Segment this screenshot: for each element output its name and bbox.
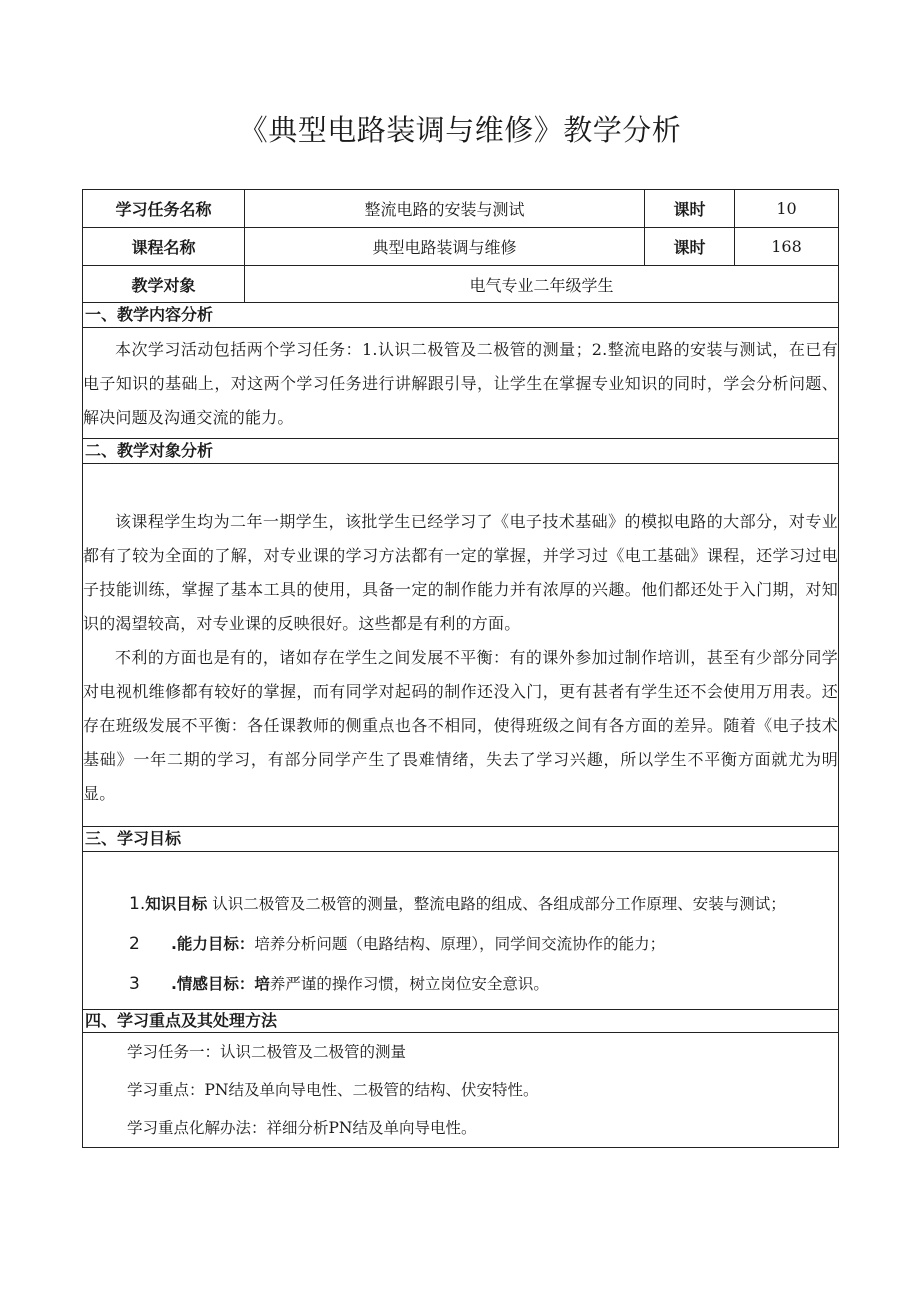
section-1-body-row [83, 328, 839, 439]
section-1-paragraph: 本次学习活动包括两个学习任务：1.认识二极管及二极管的测量；2.整流电路的安装与测试，在已有电子知识的基础上，对这两个学习任务进行讲解跟引导，让学生在掌握专业知识的同时，学会分析问题、解决问题及沟通交流的能力。 [83, 340, 838, 427]
section-2-paragraph-1: 该课程学生均为二年一期学生，该批学生已经学习了《电子技术基础》的模拟电路的大部分，对专业都有了较为全面的了解，对专业课的学习方法都有一定的掌握，并学习过《电工基础》课程，还学习过电子技能训练，掌握了基本工具的使用，具备一定的制作能力并有浓厚的兴趣。他们都还处于入门期，对知识的渴望较高，对专业课的反映很好。这些都是有利的方面。 [83, 512, 838, 633]
section-4-line-3: 学习重点化解办法：祥细分析PN结及单向导电性。 [127, 1119, 477, 1137]
section-1-heading-row [83, 303, 839, 328]
task-label: 学习任务名称 [83, 190, 245, 228]
section-2-paragraph-2: 不利的方面也是有的，诸如存在学生之间发展不平衡：有的课外参加过制作培训，甚至有少部分同学对电视机维修都有较好的掌握，而有同学对起码的制作还没入门，更有甚者有学生还不会使用万用表。还存在班级发展不平衡：各任课教师的侧重点也各不相同，使得班级之间有各方面的差异。随着《电子技术基础》一年二期的学习，有部分同学产生了畏难情绪，失去了学习兴趣，所以学生不平衡方面就尤为明显。 [83, 648, 838, 803]
goal-2-text: 培养分析问题（电路结构、原理），同学间交流协作的能力； [254, 935, 666, 953]
hours-label-1: 课时 [645, 190, 735, 228]
goal-1-key: 知识目标 [145, 895, 208, 913]
goal-knowledge [83, 884, 838, 924]
section-4-heading: 四、学习重点及其处理方法 [83, 1010, 839, 1033]
section-1-heading: 一、教学内容分析 [83, 303, 839, 328]
row-task [83, 190, 839, 228]
task-value: 整流电路的安装与测试 [245, 190, 645, 228]
section-3-heading-row [83, 827, 839, 852]
target-value: 电气专业二年级学生 [245, 266, 839, 303]
section-2-heading-row [83, 439, 839, 464]
hours-value-2: 168 [735, 228, 839, 266]
analysis-table [82, 189, 839, 1148]
goal-3-key: .情感目标：培 [171, 975, 270, 993]
section-4-line-1: 学习任务一：认识二极管及二极管的测量 [127, 1043, 407, 1061]
goal-emotion [83, 964, 838, 1004]
target-label: 教学对象 [83, 266, 245, 303]
goal-1-number: 1. [129, 894, 146, 914]
course-label: 课程名称 [83, 228, 245, 266]
section-4-line-2: 学习重点：PN结及单向导电性、二极管的结构、伏安特性。 [127, 1081, 539, 1099]
goal-2-number: 2 [129, 934, 140, 954]
hours-value-1: 10 [735, 190, 839, 228]
section-4-body [83, 1033, 839, 1148]
goal-ability [83, 924, 838, 964]
document-title: 《典型电路装调与维修》教学分析 [238, 113, 682, 147]
row-course [83, 228, 839, 266]
section-3-body [83, 852, 839, 1010]
section-4-heading-row [83, 1010, 839, 1033]
section-4-body-row [83, 1033, 839, 1148]
goal-2-key: .能力目标： [171, 935, 255, 953]
course-value: 典型电路装调与维修 [245, 228, 645, 266]
row-target [83, 266, 839, 303]
goal-1-text: 认识二极管及二极管的测量，整流电路的组成、各组成部分工作原理、安装与测试； [212, 895, 786, 913]
section-3-body-row [83, 852, 839, 1010]
section-1-body [83, 328, 839, 439]
goal-3-text: 养严谨的操作习惯，树立岗位安全意识。 [269, 975, 549, 993]
hours-label-2: 课时 [645, 228, 735, 266]
section-3-heading: 三、学习目标 [83, 827, 839, 852]
goal-3-number: 3 [129, 974, 140, 994]
section-2-heading: 二、教学对象分析 [83, 439, 839, 464]
section-2-body [83, 464, 839, 827]
section-2-body-row [83, 464, 839, 827]
